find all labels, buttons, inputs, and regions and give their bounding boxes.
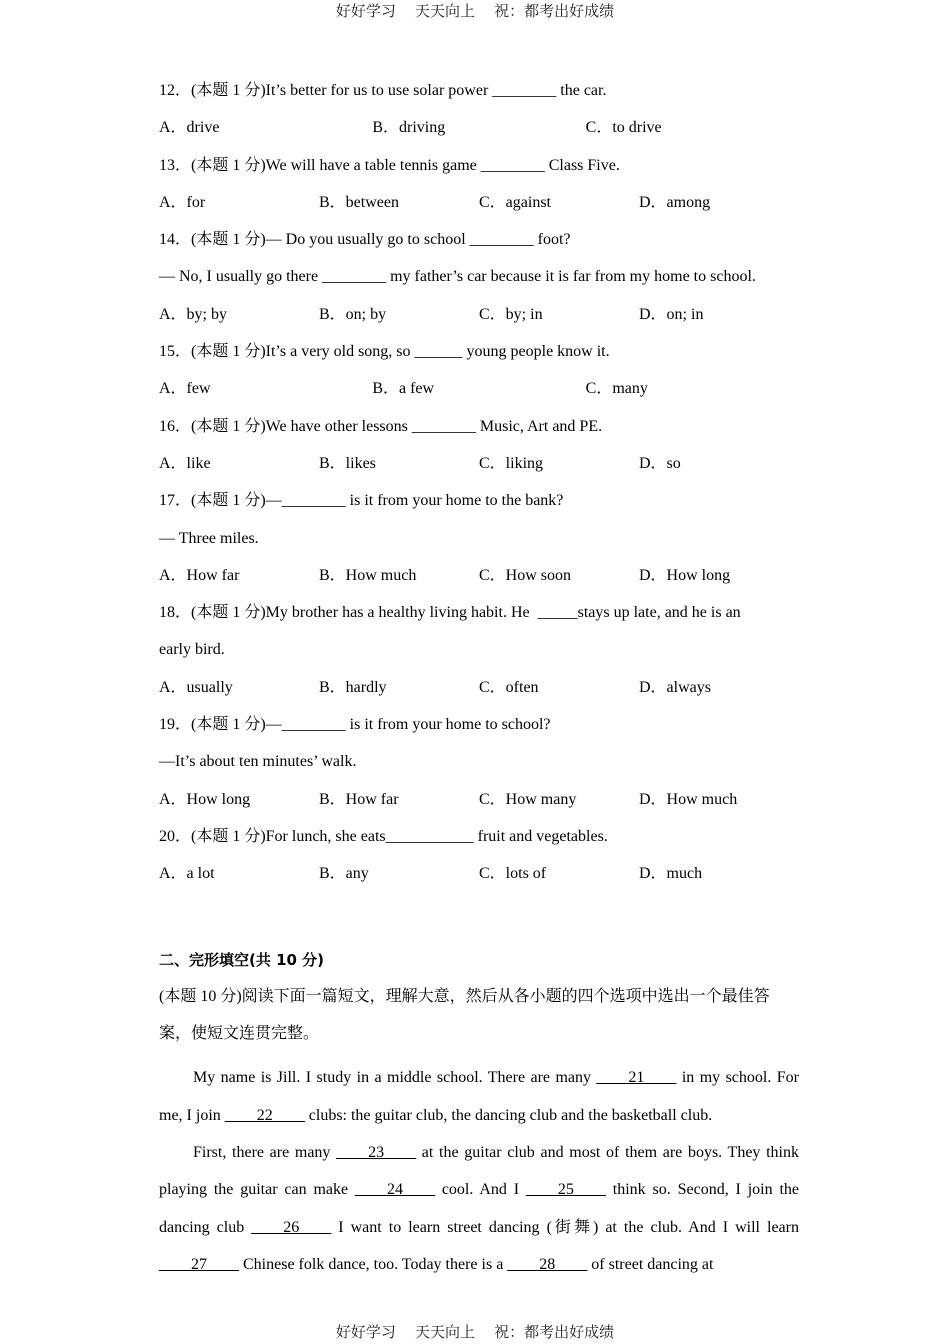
question-17-stem-2: — Three miles.: [159, 529, 259, 547]
question-19-stem-2: —It’s about ten minutes’ walk.: [159, 753, 357, 771]
option-c: C．by; in: [479, 305, 543, 323]
cloze-paragraph-1: My name is Jill. I study in a middle school. There are many ____21____ in my school. For me, I join ____22____ clubs: the guitar club, the dancing club and the basketball club.: [159, 1069, 799, 1124]
question-14-stem: 14．(本题 1 分)— Do you usually go to school ________ foot?: [159, 231, 571, 249]
option-b: B．hardly: [319, 678, 387, 696]
option-c: C．against: [479, 193, 551, 211]
cloze-paragraph-2: First, there are many ____23____ at the guitar club and most of them are boys. They think playing the guitar can make ____24____ cool. And I ____25____ think so. Second, I join the dancing club ____26____ I want to learn street dancing (街舞) at the club. And I will learn ____27____ Chinese folk dance, too. Today there is a ____28____ of street dancing at: [159, 1144, 800, 1273]
option-d: D．always: [639, 678, 711, 696]
blank-23: ____23____: [336, 1144, 417, 1162]
question-13-options: [159, 191, 799, 228]
option-d: D．much: [639, 865, 703, 883]
option-a: A．few: [159, 380, 211, 398]
question-13-stem: 13．(本题 1 分)We will have a table tennis game ________ Class Five.: [159, 156, 620, 174]
option-c: C．to drive: [585, 119, 662, 137]
blank-22: ____22____: [224, 1106, 305, 1124]
option-c: C．often: [479, 678, 539, 696]
option-b: B．any: [319, 865, 369, 883]
blank-26: ____26____: [251, 1218, 332, 1236]
option-a: A．How far: [159, 566, 240, 584]
page-footer: 好好学习 天天向上 祝：都考出好成绩: [335, 1323, 615, 1341]
question-17-options: [159, 564, 799, 601]
blank-25: ____25____: [525, 1181, 606, 1199]
option-c: C．liking: [479, 454, 544, 472]
question-18-stem-2: early bird.: [159, 641, 225, 659]
option-d: D．How much: [639, 790, 738, 808]
option-b: B．How far: [319, 790, 399, 808]
option-a: A．by; by: [159, 305, 228, 323]
question-19-options: [159, 788, 799, 825]
page-header: 好好学习 天天向上 祝：都考出好成绩: [335, 2, 615, 20]
option-b: B．on; by: [319, 305, 387, 323]
question-16-stem: 16．(本题 1 分)We have other lessons ________ Music, Art and PE.: [159, 417, 603, 435]
question-12-options: [159, 116, 799, 153]
question-14-stem-2: — No, I usually go there ________ my father’s car because it is far from my home to school.: [159, 268, 756, 286]
question-20-stem: 20．(本题 1 分)For lunch, she eats___________ fruit and vegetables.: [159, 827, 608, 845]
question-16-options: [159, 452, 799, 489]
question-15-stem: 15．(本题 1 分)It’s a very old song, so ______ young people know it.: [159, 343, 610, 361]
option-d: D．among: [639, 193, 711, 211]
question-12-stem: 12．(本题 1 分)It’s better for us to use solar power ________ the car.: [159, 82, 607, 99]
blank-24: ____24____: [354, 1181, 435, 1199]
option-d: D．How long: [639, 566, 731, 584]
question-14-options: [159, 303, 799, 340]
blank-28: ____28____: [507, 1255, 588, 1273]
option-b: B．How much: [319, 566, 417, 584]
option-c: C．How soon: [479, 566, 572, 584]
option-a: A．usually: [159, 678, 233, 696]
section-title: 二、完形填空(共 10 分): [159, 950, 325, 969]
option-a: A．like: [159, 454, 211, 472]
question-20-options: [159, 862, 799, 899]
option-a: A．drive: [159, 119, 220, 137]
option-c: C．How many: [479, 790, 577, 808]
option-b: B．likes: [319, 454, 376, 472]
blank-21: ____21____: [596, 1069, 677, 1087]
document-body: [159, 79, 799, 1283]
option-c: C．many: [585, 380, 648, 398]
blank-27: ____27____: [159, 1255, 239, 1273]
option-b: B．between: [319, 193, 399, 211]
option-b: B．driving: [372, 119, 446, 137]
question-18-options: [159, 676, 799, 713]
section-instructions-cont: 案，使短文连贯完整。: [159, 1025, 320, 1043]
option-d: D．on; in: [639, 305, 704, 323]
question-19-stem: 19．(本题 1 分)—________ is it from your home to school?: [159, 716, 551, 734]
question-17-stem: 17．(本题 1 分)—________ is it from your home to the bank?: [159, 492, 564, 510]
option-a: A．for: [159, 193, 206, 211]
question-18-stem: 18．(本题 1 分)My brother has a healthy living habit. He _____stays up late, and he is an: [159, 604, 741, 622]
option-a: A．How long: [159, 790, 251, 808]
section-instructions: (本题 10 分)阅读下面一篇短文，理解大意，然后从各小题的四个选项中选出一个最佳答: [159, 987, 770, 1005]
option-c: C．lots of: [479, 865, 547, 883]
option-b: B．a few: [372, 380, 435, 398]
option-a: A．a lot: [159, 865, 215, 883]
question-15-options: [159, 377, 799, 414]
option-d: D．so: [639, 454, 681, 472]
